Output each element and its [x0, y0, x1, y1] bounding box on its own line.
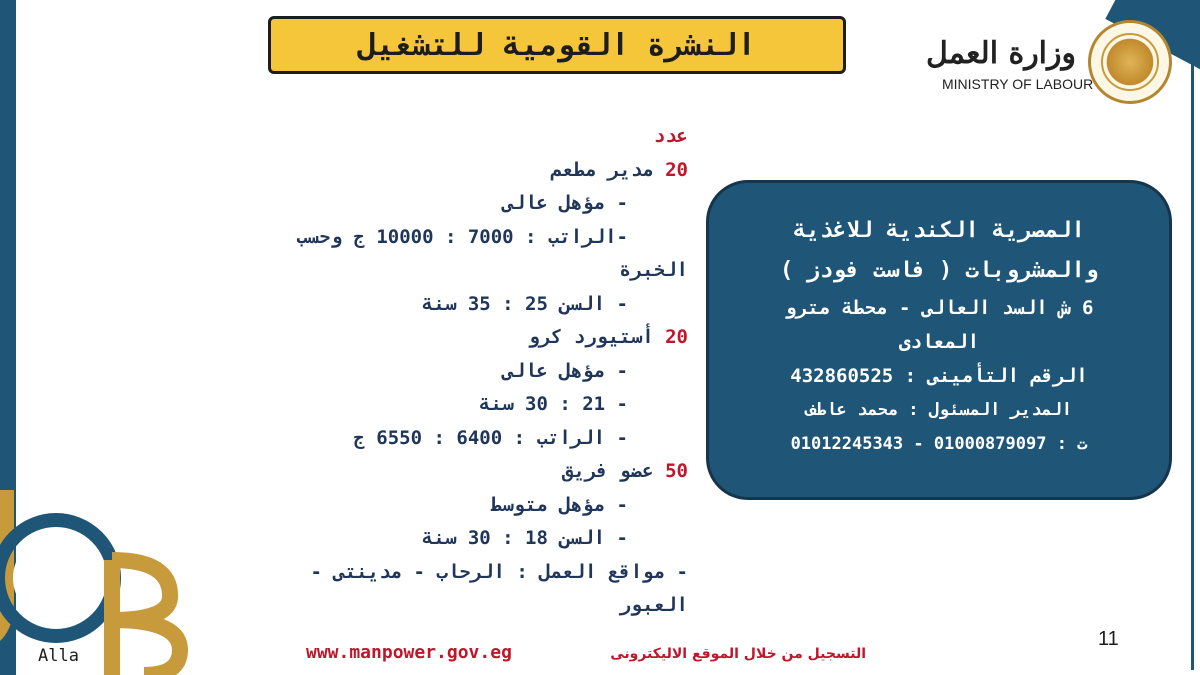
- phone-numbers: ت : 01000879097 - 01012245343: [790, 434, 1088, 454]
- work-locations-continued: العبور: [619, 594, 688, 616]
- job-title: أستيورد كرو: [527, 326, 654, 348]
- job-title-row: [160, 154, 688, 188]
- page-number: 11: [1098, 628, 1119, 650]
- ministry-seal-icon: [1088, 20, 1172, 104]
- company-info-box: [706, 180, 1172, 500]
- job-title: مدير مطعم: [550, 158, 654, 181]
- manager-name: المدير المسئول : محمد عاطف: [805, 400, 1073, 420]
- job-detail: - مؤهل عالى: [502, 359, 628, 382]
- job-title-row: [160, 321, 688, 355]
- ministry-name-english: MINISTRY OF LABOUR: [942, 76, 1094, 92]
- job-logo-icon: [0, 490, 194, 675]
- count-header: عدد: [653, 125, 688, 147]
- job-title-row: [160, 455, 688, 489]
- job-detail: - 21 : 30 سنة: [479, 393, 628, 415]
- company-name-continued: والمشروبات ( فاست فودز ): [780, 258, 1098, 283]
- job-detail: - السن 25 : 35 سنة: [422, 292, 628, 315]
- job-detail: - السن 18 : 30 سنة: [422, 527, 628, 549]
- work-locations: - مواقع العمل : الرحاب - مدينتى -: [310, 560, 688, 583]
- footer-url-link[interactable]: www.manpower.gov.eg: [306, 642, 512, 663]
- company-address: 6 ش السد العالى - محطة مترو: [784, 297, 1094, 319]
- jobs-list: [160, 120, 688, 623]
- job-count: 20: [665, 326, 688, 348]
- job-detail: -الراتب : 7000 : 10000 ج وحسب: [296, 225, 628, 248]
- company-name: المصرية الكندية للاغذية: [793, 218, 1085, 243]
- job-detail: - الراتب : 6400 : 6550 ج: [353, 426, 628, 449]
- footer-note: التسجيل من خلال الموقع الاليكترونى: [610, 646, 866, 662]
- company-address-continued: المعادى: [898, 331, 980, 353]
- job-detail: - مؤهل عالى: [502, 192, 628, 214]
- page-title: النشرة القومية للتشغيل: [358, 27, 756, 63]
- right-edge-line: [1191, 60, 1194, 670]
- ministry-name-arabic: وزارة العمل: [926, 36, 1076, 71]
- job-title: عضو فريق: [562, 460, 654, 482]
- job-count: 50: [665, 460, 688, 482]
- insurance-number: الرقم التأمينى : 432860525: [790, 365, 1088, 387]
- job-detail: - مؤهل متوسط: [490, 493, 628, 516]
- title-banner: [268, 16, 846, 74]
- job-detail: الخبرة: [619, 259, 688, 281]
- job-count: 20: [665, 158, 688, 181]
- ministry-logo: [926, 18, 1170, 108]
- brand-label: Alla: [38, 646, 79, 666]
- eagle-emblem-icon: [1101, 33, 1159, 91]
